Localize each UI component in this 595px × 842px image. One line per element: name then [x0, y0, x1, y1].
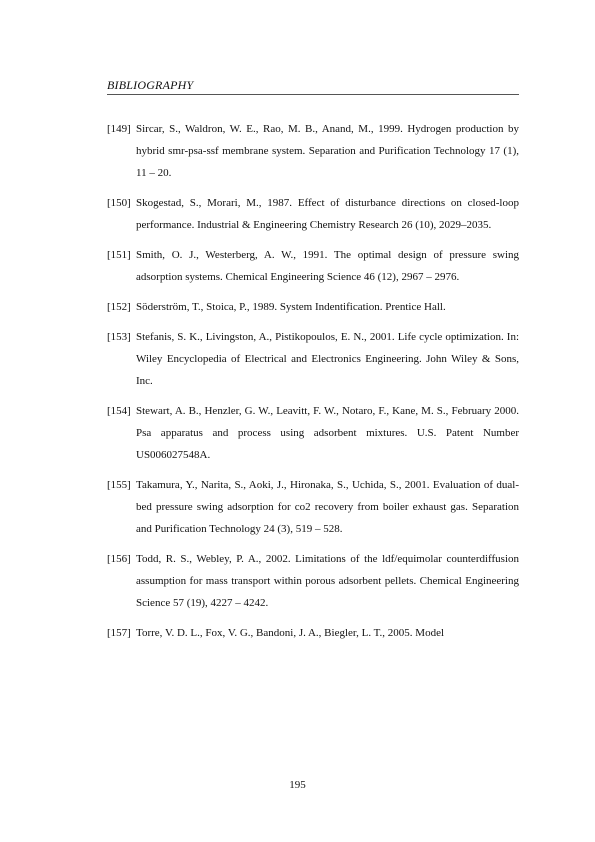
- reference-number: [149]: [107, 123, 131, 135]
- reference-text: Söderström, T., Stoica, P., 1989. System Indentification. Prentice Hall.: [136, 301, 446, 313]
- reference-text: Sircar, S., Waldron, W. E., Rao, M. B., Anand, M., 1999. Hydrogen production by hybrid smr-psa-ssf membrane system. Separation and Purification Technology 17 (1), 11 – 20.: [136, 123, 519, 179]
- reference-number: [157]: [107, 627, 131, 639]
- reference-text: Stefanis, S. K., Livingston, A., Pistikopoulos, E. N., 2001. Life cycle optimization. In: Wiley Encyclopedia of Electrical and Electronics Engineering. John Wiley & Sons, Inc.: [136, 331, 519, 387]
- reference-item: [107, 326, 519, 392]
- reference-number: [155]: [107, 479, 131, 491]
- reference-number: [153]: [107, 331, 131, 343]
- reference-text: Todd, R. S., Webley, P. A., 2002. Limitations of the ldf/equimolar counterdiffusion assumption for mass transport within porous adsorbent pellets. Chemical Engineering Science 57 (19), 4227 – 4242.: [136, 553, 519, 609]
- reference-text: Smith, O. J., Westerberg, A. W., 1991. The optimal design of pressure swing adsorption systems. Chemical Engineering Science 46 (12), 2967 – 2976.: [136, 249, 519, 283]
- reference-number: [151]: [107, 249, 131, 261]
- reference-text: Torre, V. D. L., Fox, V. G., Bandoni, J. A., Biegler, L. T., 2005. Model: [136, 627, 445, 639]
- reference-item: [107, 400, 519, 466]
- running-header: [107, 78, 519, 95]
- reference-text: Stewart, A. B., Henzler, G. W., Leavitt, F. W., Notaro, F., Kane, M. S., February 2000. Psa apparatus and process using adsorbent mixtures. U.S. Patent Number US006027548A.: [136, 405, 519, 461]
- reference-item: [107, 192, 519, 236]
- reference-number: [154]: [107, 405, 131, 417]
- reference-item: [107, 622, 519, 644]
- reference-number: [152]: [107, 301, 131, 313]
- page-number: 195: [289, 779, 306, 791]
- reference-item: [107, 474, 519, 540]
- reference-number: [150]: [107, 197, 131, 209]
- running-header-title: BIBLIOGRAPHY: [107, 78, 194, 92]
- reference-item: [107, 548, 519, 614]
- reference-item: [107, 118, 519, 184]
- reference-list: [107, 118, 519, 652]
- reference-item: [107, 244, 519, 288]
- reference-text: Skogestad, S., Morari, M., 1987. Effect of disturbance directions on closed-loop performance. Industrial & Engineering Chemistry Research 26 (10), 2029–2035.: [136, 197, 519, 231]
- reference-text: Takamura, Y., Narita, S., Aoki, J., Hironaka, S., Uchida, S., 2001. Evaluation of dual-bed pressure swing adsorption for co2 recovery from boiler exhaust gas. Separation and Purification Technology 24 (3), 519 – 528.: [136, 479, 519, 535]
- reference-number: [156]: [107, 553, 131, 565]
- reference-item: [107, 296, 519, 318]
